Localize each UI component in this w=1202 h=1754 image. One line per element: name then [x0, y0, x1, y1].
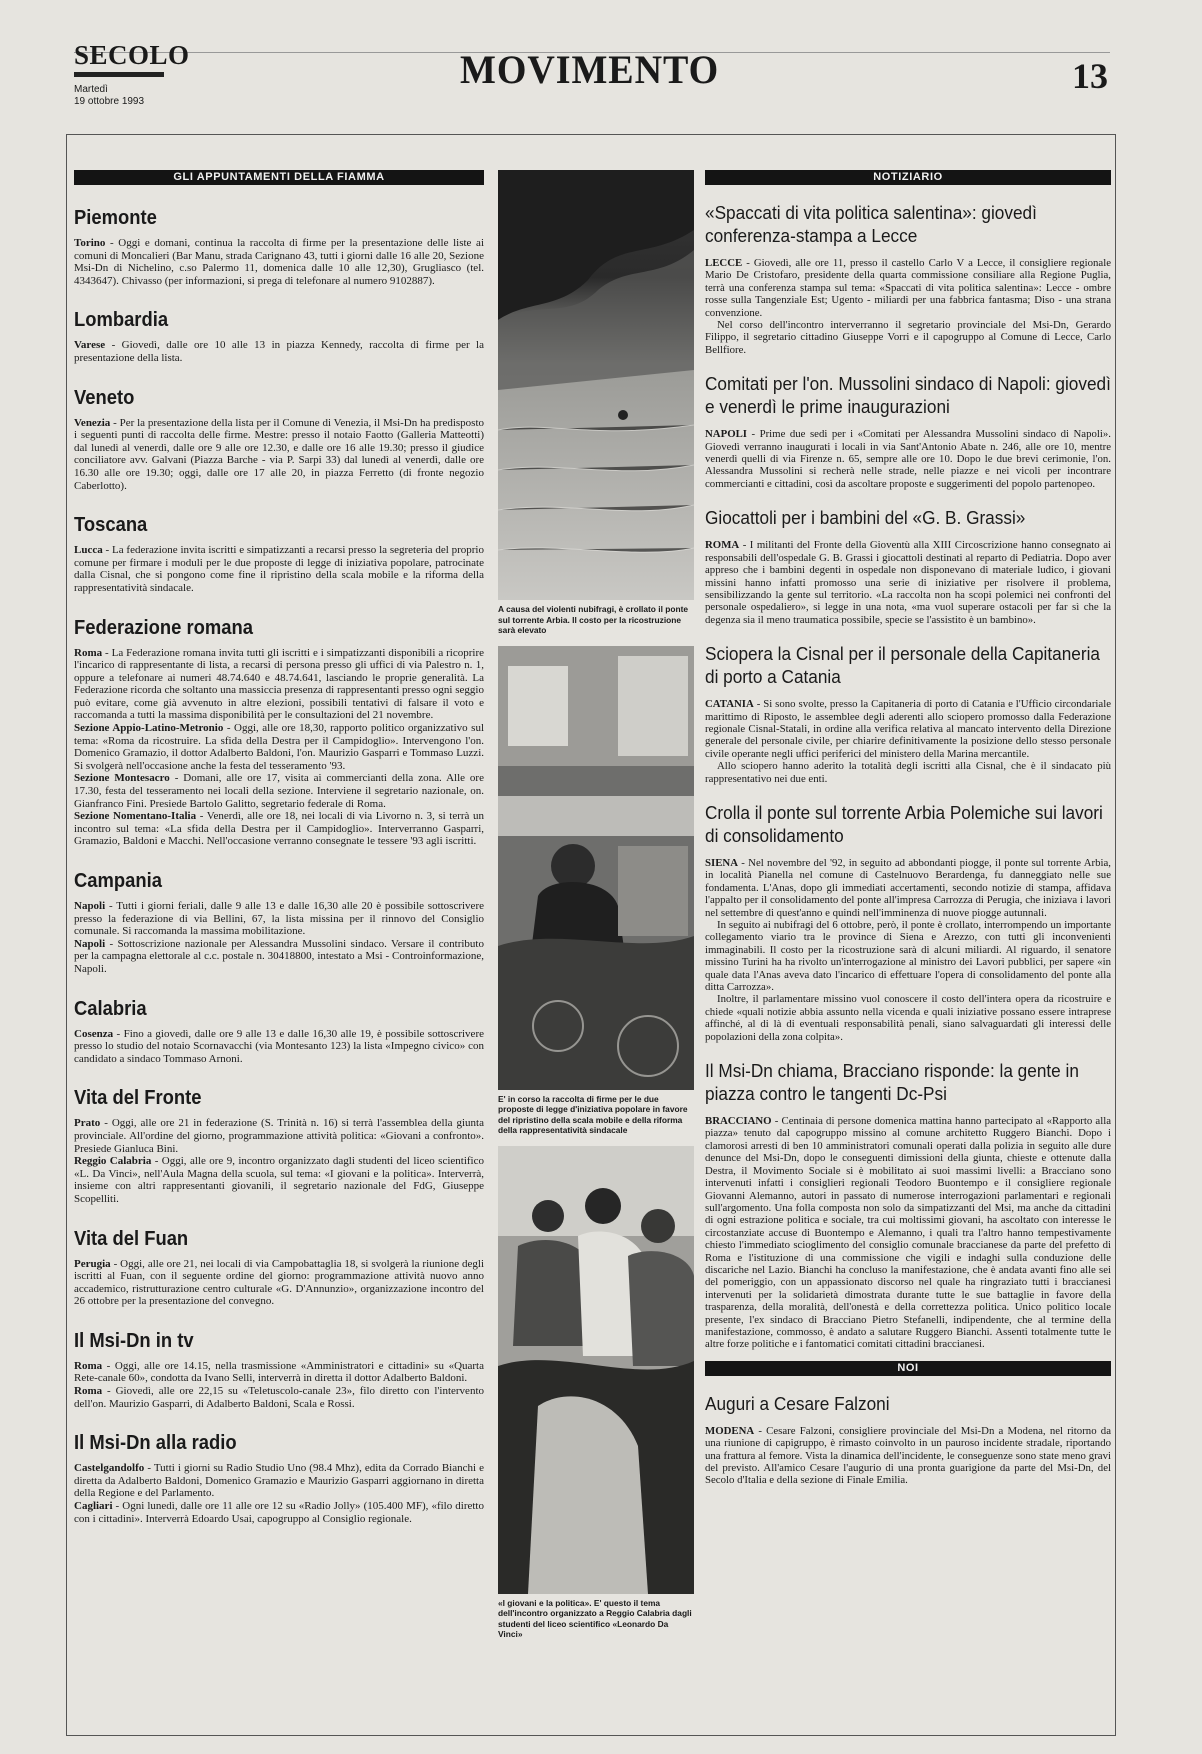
article-paragraph: [705, 257, 1111, 319]
newspaper-logo: SECOLO: [74, 40, 190, 70]
article-headline: Giocattoli per i bambini del «G. B. Grassi»: [705, 507, 1026, 529]
article-text: - Prime due sedi per i «Comitati per Alessandra Mussolini sindaco di Napoli». Giovedì verranno inaugurati i locali in via Sant'Antonio Abate n. 246, alle ore 10, mentre venerdì quelli di via Firenze n. 65, sempre alle ore 10. Dopo le due brevi cerimonie, l'on. Alessandra Mussolini si recherà nelle strade, nelle piazze e nei vicoli per incontrare commercianti e cittadini, così da ascoltare proposte e suggerimenti del popolo partenopeo.: [705, 428, 1111, 490]
photo-caption-signatures: E' in corso la raccolta di firme per le due proposte di legge d'iniziativa popolare in favore del ripristino della scala mobile e della riforma della rappresentatività sindacale: [498, 1093, 688, 1135]
article-paragraph: [705, 698, 1111, 760]
page-number: 13: [1072, 56, 1108, 96]
appointment-text: - Oggi, alle ore 9, incontro organizzato dagli studenti del liceo scientifico «L. Da Vinci», nell'Aula Magna della scuola, sul tema: «I giovani e la politica». Interverrà, insieme con altri rappresentanti giovanili, il segretario nazionale del FdG, Giuseppe Scopelliti.: [74, 1155, 484, 1205]
appointment-paragraph: [74, 1462, 484, 1500]
noi-band: NOI: [705, 1361, 1111, 1376]
appointment-city: Sezione Nomentano-Italia: [74, 810, 197, 823]
section-title: MOVIMENTO: [460, 47, 720, 92]
appointment-city: Roma: [74, 646, 103, 659]
appointment-paragraph: [74, 810, 484, 848]
article-dateline: ROMA: [705, 539, 740, 552]
article-headline: «Spaccati di vita politica salentina»: giovedì conferenza-stampa a Lecce: [705, 202, 1037, 246]
region-heading: Piemonte: [74, 207, 157, 229]
article-text: In seguito ai nubifragi del 6 ottobre, però, il ponte è crollato, interrompendo un importante collegamento viario tra le province di Siena e Arezzo, con tutti gli inconvenienti immaginabili. Il costo per la ricostruzione sarà di alcuni miliardi. Al riguardo, il senatore missino Turini ha ha rivolto un'interrogazione al ministro dei Lavori pubblici, per sapere «in quale data l'Anas aveva dato l'incarico di effettuare l'opera di consolidamento del ponte alla ditta Carrozza».: [705, 919, 1111, 994]
article-text: Inoltre, il parlamentare missino vuol conoscere il costo dell'intera opera da ricostruire e chiede «quali notizie abbia assunto nella vicenda e quali iniziative possano essere intraprese affinché, al di là di eventuali responsabilità penali, siano salvaguardati gli interessi delle popolazioni della zona colpita».: [705, 993, 1111, 1043]
appointment-text: - Giovedì, dalle ore 10 alle 13 in piazza Kennedy, raccolta di firme per la presentazione della lista.: [74, 339, 484, 364]
appointment-city: Roma: [74, 1359, 103, 1372]
region-heading: Veneto: [74, 386, 135, 409]
article-dateline: BRACCIANO: [705, 1115, 772, 1128]
appointment-paragraph: [74, 339, 484, 364]
article-text: - I militanti del Fronte della Gioventù alla XIII Circoscrizione hanno consegnato ai responsabili dell'ospedale G. B. Grassi i giocattoli destinati al reparto di Pediatria. Dopo aver appreso che i bambini degenti in ospedale non disponevano di materiale ludico, i giovani missini hanno infatti promosso una serie di iniziative per risolvere il problema, sensibilizzando la gente sul territorio. «La raccolta non ha scopi polemici nei confronti del personale ospedaliero», si legge in una nota, «ma vuol superare ostacoli per far sì che la degenza sia il meno traumatica possibile, specie se l'assistito è un bambino».: [705, 539, 1111, 626]
appointment-paragraph: [74, 1155, 484, 1205]
appointment-paragraph: [74, 1360, 484, 1385]
signatures-photo-image: [498, 646, 694, 1090]
appointment-paragraph: [74, 1028, 484, 1066]
appointment-text: - La Federazione romana invita tutti gli iscritti e i simpatizzanti disponibili a ricoprire l'incarico di rappresentante di lista, a recarsi di persona presso gli uffici di via Palestro n. 1, oppure a telefonare ai numeri 48.74.640 e 48.74.641, lasciando le proprie generalità. La Federazione ricorda che soltanto una massiccia presenza di rappresentanti presso ogni seggio può evitare, come già avvenuto in altre elezioni, possibili tentativi di falsare il voto e raccomanda a tutti la massima disponibilità per le consultazioni del 21 novembre.: [74, 646, 484, 722]
appointment-paragraph: [74, 1385, 484, 1410]
article-paragraph: [705, 319, 1111, 356]
appointment-text: - Venerdì, alle ore 18, nei locali di via Livorno n. 3, si terrà un incontro sul tema: «La sfida della Destra per il Campidoglio». Interverranno Gasparri, Gramazio, Baldoni e Macchi. Nell'occasione verranno consegnate le tessere '93 agli iscritti.: [74, 810, 485, 848]
article-paragraph: [705, 539, 1111, 626]
appointment-paragraph: [74, 647, 484, 723]
region-heading: Federazione romana: [74, 616, 253, 639]
article-paragraph: [705, 919, 1111, 993]
issue-date: [74, 84, 144, 108]
news-column: [705, 170, 1111, 1487]
appointment-city: Venezia: [74, 416, 111, 429]
article-paragraph: [705, 1425, 1111, 1487]
article-text: Allo sciopero hanno aderito la totalità degli iscritti alla Cisnal, che è il sindacato più rappresentativo nei due enti.: [705, 760, 1111, 785]
appointment-text: - Sottoscrizione nazionale per Alessandra Mussolini sindaco. Versare il contributo per la campagna elettorale al c.c. postale n. 30418800, intestato a Msi - Controinformazione, Napoli.: [74, 937, 484, 975]
region-heading: Vita del Fuan: [74, 1227, 189, 1250]
appointment-text: - Oggi e domani, continua la raccolta di firme per la presentazione delle liste ai comuni di Moncalieri (Bar Manu, strada Carignano 43, tutti i giorni dalle 16 alle 20, Sezione Msi-Dn di Nichelino, c.so Palermo 11, domenica dalle 10 alle 12,30), Grugliasco (tel. 4343647). Chivasso (per informazioni, si prega di telefonare al numero 9102887).: [74, 237, 484, 287]
article-text: - Si sono svolte, presso la Capitaneria di porto di Catania e l'Ufficio circondariale marittimo di Riposto, le assemblee degli aderenti allo sciopero promosso dalla Federazione regionale Cisnal-Statali, in ordine alla verifica relativa al mancato intervento della Direzione generale del personale civile, per chiarire definitivamente la posizione dello stesso personale civile operante negli uffici periferici del ministero della Marina mercantile.: [705, 698, 1111, 760]
issue-day: Martedì: [74, 84, 108, 95]
article-paragraph: [705, 993, 1111, 1043]
appointment-city: Sezione Montesacro: [74, 772, 170, 785]
appointment-text: - Oggi, alle ore 21, nei locali di via Campobattaglia 18, si svolgerà la riunione degli iscritti al Fuan, con il seguente ordine del giorno: programmazione attività nuovo anno accademico, ristrutturazione centro culturale «G. D'Annunzio», organizzazione incontro del 26 ottobre per la presentazione del convegno.: [74, 1257, 484, 1308]
bridge-photo-image: [498, 170, 694, 600]
appointment-paragraph: [74, 237, 484, 287]
appointment-paragraph: [74, 1500, 484, 1525]
youth-photo-image: [498, 1146, 694, 1594]
news-band: NOTIZIARIO: [705, 170, 1111, 185]
article-text: - Nel novembre del '92, in seguito ad abbondanti piogge, il ponte sul torrente Arbia, in località Pianella nel comune di Castelnuovo Berardenga, fu danneggiato nelle sue fondamenta. L'Anas, dopo gli immediati accertamenti, secondo notizie di stampa, affidava l'appalto per il consolidamento del ponte all'impresa Carrozza di Perugia, che iniziava i lavori nel settembre di quest'anno e quindi nell'imminenza di nuove piogge autunnali.: [705, 856, 1111, 919]
appointment-city: Napoli: [74, 937, 106, 950]
appointment-text: - Oggi, alle ore 18,30, rapporto politico organizzativo sul tema: «Roma da ricostruire. La sfida della Destra per il Campidoglio». Intervengono l'on. Domenico Gramazio, il dottor Adalberto Baldoni, l'on. Maurizio Gasparri e Tommaso Luzzi. Si svolgerà nell'occasione anche la festa del tesseramento '93.: [74, 722, 484, 772]
region-heading: Calabria: [74, 997, 147, 1020]
article-text: - Giovedì, alle ore 11, presso il castello Carlo V a Lecce, il consigliere regionale Mario De Cristofaro, presidente della quarta commissione consiliare alla Regione Puglia, terrà una conferenza stampa sul tema: «Spaccati di vita politica salentina»: Lecce - ombre rosse sulla Tangenziale Est; Ugento - miliardi per una fabbrica fantasma; Diso - una strana convenzione.: [705, 257, 1111, 319]
appointment-paragraph: [74, 772, 484, 810]
appointment-text: - Ogni lunedì, dalle ore 11 alle ore 12 su «Radio Jolly» (105.400 MF), «filo diretto con i cittadini». Interverrà Edoardo Usai, capogruppo al Consiglio regionale.: [74, 1500, 484, 1525]
appointment-city: Roma: [74, 1385, 103, 1398]
article-dateline: LECCE: [705, 257, 743, 269]
article-headline: Sciopera la Cisnal per il personale della Capitaneria di porto a Catania: [705, 643, 1100, 688]
logo-underline: [74, 72, 164, 77]
appointment-text: - La federazione invita iscritti e simpatizzanti a recarsi presso la segreteria del proprio comune per firmare i moduli per le due proposte di legge di iniziativa popolare, patrocinate dalla Cisnal, che si pongono come fine il ripristino della scala mobile e la riforma della rappresentatività sindacale.: [74, 544, 484, 594]
article-headline: Auguri a Cesare Falzoni: [705, 1392, 890, 1414]
appointment-text: - Oggi, alle ore 21 in federazione (S. Trinità n. 16) si terrà l'assemblea della giunta provinciale. All'ordine del giorno, programmazione attività politica: «Giovani a confronto». Presiede Gianluca Bini.: [74, 1117, 484, 1155]
article-paragraph: [705, 760, 1111, 785]
appointment-text: - Domani, alle ore 17, visita ai commercianti della zona. Alle ore 17.30, festa del tesseramento nei locali della sezione. Interviene il segretario nazionale, on. Gianfranco Fini. Presiede Bartolo Galitto, segretario federale di Roma.: [74, 772, 484, 810]
appointment-paragraph: [74, 722, 484, 772]
photo-caption-bridge: A causa del violenti nubifragi, è crollato il ponte sul torrente Arbia. Il costo per la ricostruzione sarà elevato: [498, 604, 689, 635]
appointment-city: Varese: [74, 339, 106, 352]
appointment-paragraph: [74, 938, 484, 976]
article-paragraph: [705, 1115, 1111, 1351]
article-text: - Centinaia di persone domenica mattina hanno partecipato al «Rapporto alla piazza» tenuto dal capogruppo missino al comune architetto Ruggero Bianchi. Dopo i clamorosi arresti di ben 10 amministratori comunali operati dalla polizia in seguito alle dure denunce del Msi-Dn, dopo le conseguenti dimissioni della giunta, chieste e ottenute dalla Destra, il Movimento Sociale si è mobilitato ai suoi massimi livelli: a Bracciano sono intervenuti infatti i consiglieri regionali Teodoro Buontempo e il consigliere regionale Giovanni Alemanno, autori in passato di numerose interrogazioni parlamentari e regionali sull'argomento. Una folla composta non solo da simpatizzanti del Msi, ma anche da cittadini di ogni estrazione politica e sociale, tra cui moltissimi giovani, ha ascoltato con interesse le circostanziate accuse di Buontempo e Alemanno, i quali tra l'altro hanno tempestivamente chiesto l'immediato scioglimento del consiglio comunale braccianese da parte del prefetto di Roma e l'istituzione di una commissione che vigili e indaghi sulla conduzione delle discariche nel Lazio. Bianchi ha concluso la manifestazione, che è andata avanti fino alle sei del pomeriggio, con un appassionato discorso nel quale ha ringraziato tutti i braccianesi intervenuti per la solidarietà dimostrata durante tutte le sue battaglie in favore della trasparenza, della moralità, dell'onestà e della correttezza politica. Unico politico locale presente, l'ex sindaco di Bracciano Pietro Stefanelli, indipendente, che al termine della manifestazione, commosso, è andato a salutare Ruggero Bianchi. Assenti totalmente tutte le altre forze politiche e i fantomatici comitati cittadini braccianesi.: [705, 1115, 1111, 1351]
appointment-city: Napoli: [74, 900, 106, 912]
region-heading: Toscana: [74, 514, 148, 537]
appointment-city: Castelgandolfo: [74, 1462, 145, 1475]
appointment-city: Torino: [74, 237, 106, 249]
appointment-city: Lucca: [74, 544, 103, 557]
appointment-text: - Fino a giovedì, dalle ore 9 alle 13 e dalle 16,30 alle 19, è possibile sottoscrivere presso lo studio del notaio Scornavacchi (via Montesanto 123) la lista «Impegno civico» con candidato a sindaco Tommaso Arnoni.: [74, 1027, 484, 1065]
article-headline: Comitati per l'on. Mussolini sindaco di Napoli: giovedì e venerdì le prime inaugurazioni: [705, 373, 1111, 418]
appointment-city: Perugia: [74, 1257, 111, 1270]
article-text: - Cesare Falzoni, consigliere provinciale del Msi-Dn a Modena, nel ritorno da una riunione di capigruppo, è rimasto coinvolto in un pauroso incidente stradale, riportando una frattura al femore. Vista la dinamica dell'incidente, le conseguenze sono state meno gravi del previsto. All'amico Cesare l'augurio di una pronta guarigione da parte del Msi-Dn, del Secolo d'Italia e della sezione di Finale Emilia.: [705, 1424, 1111, 1487]
region-heading: Campania: [74, 870, 162, 892]
appointment-text: - Tutti i giorni su Radio Studio Uno (98.4 Mhz), edita da Corrado Bianchi e diretta da Adalberto Baldoni, Domenico Gramazio e Maurizio Gasparri aggiornano in diretta della Regione e del Parlamento.: [74, 1462, 484, 1500]
photo-caption-youth: «I giovani e la politica». E' questo il tema dell'incontro organizzato a Reggio Calabria dagli studenti del liceo scientifico «Leonardo Da Vinci»: [498, 1597, 692, 1639]
appointment-text: - Tutti i giorni feriali, dalle 9 alle 13 e dalle 16,30 alle 20 è possibile sottoscrivere presso la federazione di via Bellini, 67, la lista missina per il rinnovo del Consiglio comunale. Si raccomanda la massima mobilitazione.: [74, 900, 484, 938]
appointment-text: - Giovedì, alle ore 22,15 su «Teletuscolo-canale 23», filo diretto con l'intervento dell'on. Maurizio Gasparri, di Adalberto Baldoni, Scala e Rossi.: [74, 1385, 484, 1410]
photo-column: [498, 170, 694, 1640]
appointment-city: Reggio Calabria: [74, 1155, 152, 1168]
article-paragraph: [705, 857, 1111, 919]
appointment-paragraph: [74, 1258, 484, 1308]
photo-signatures: [498, 646, 694, 1090]
article-paragraph: [705, 428, 1111, 490]
appointment-paragraph: [74, 417, 484, 493]
article-headline: Crolla il ponte sul torrente Arbia Polemiche sui lavori di consolidamento: [705, 801, 1103, 846]
region-heading: Lombardia: [74, 309, 169, 332]
appointments-band: GLI APPUNTAMENTI DELLA FIAMMA: [74, 170, 484, 185]
article-dateline: SIENA: [705, 856, 739, 869]
article-dateline: CATANIA: [705, 698, 754, 711]
article-text: Nel corso dell'incontro interverranno il segretario provinciale del Msi-Dn, Gerardo Filippo, il segretario cittadino Giuseppe Vorri e il capogruppo al Comune di Lecce, Carlo Bellfiore.: [705, 319, 1111, 356]
appointment-city: Cagliari: [74, 1500, 113, 1513]
appointment-paragraph: [74, 900, 484, 938]
issue-full-date: 19 ottobre 1993: [74, 96, 145, 107]
appointment-text: - Oggi, alle ore 14.15, nella trasmissione «Amministratori e cittadini» su «Quarta Rete-canale 60», condotta da Ivano Selli, interverrà in diretta il dottor Adalberto Baldoni.: [74, 1359, 484, 1385]
region-heading: Vita del Fronte: [74, 1087, 202, 1110]
appointment-text: - Per la presentazione della lista per il Comune di Venezia, il Msi-Dn ha predisposto i seguenti punti di raccolta delle firme. Mestre: presso il notaio Faotto (Galleria Matteotti) dal lunedì al venerdì, dalle ore 9 alle ore 12.30, e dalle ore 16 alle 19.30; presso il giudice conciliatore avv. Galvani (Piazza Barche - via P. Sarpi 33) dal lunedì al venerdì, dalle ore 16.30 alle ore 19.30; oggi, dalle ore 17 alle 20, in piazza Ferretto (di fronte negozio Caberlotto).: [74, 416, 484, 492]
appointment-paragraph: [74, 1117, 484, 1155]
article-headline: Il Msi-Dn chiama, Bracciano risponde: la gente in piazza contro le tangenti Dc-Psi: [705, 1060, 1079, 1105]
photo-youth: [498, 1146, 694, 1594]
article-dateline: NAPOLI: [705, 428, 747, 441]
photo-bridge: [498, 170, 694, 600]
appointment-city: Prato: [74, 1117, 101, 1130]
appointment-paragraph: [74, 544, 484, 594]
appointment-city: Cosenza: [74, 1027, 114, 1040]
region-heading: Il Msi-Dn alla radio: [74, 1432, 237, 1455]
article-dateline: MODENA: [705, 1424, 755, 1437]
region-heading: Il Msi-Dn in tv: [74, 1329, 194, 1352]
appointments-column: [74, 170, 484, 1525]
appointment-city: Sezione Appio-Latino-Metronio: [74, 722, 224, 735]
